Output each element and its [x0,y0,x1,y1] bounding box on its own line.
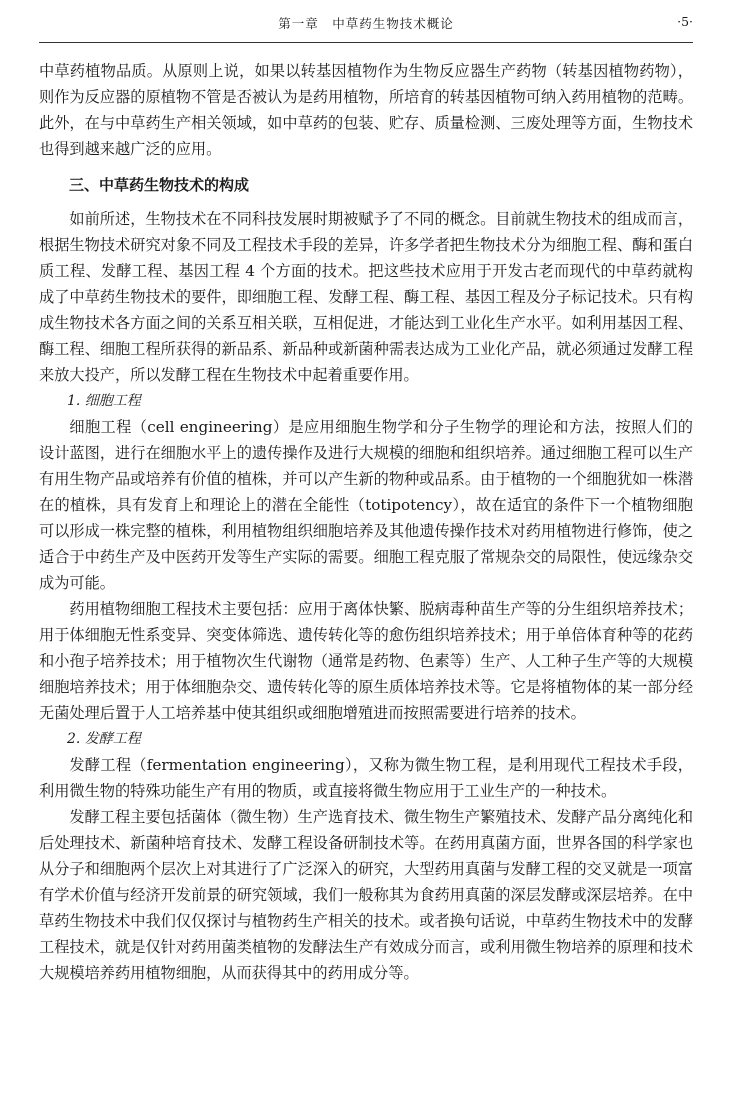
paragraph-fermentation-techniques: 发酵工程主要包括菌体（微生物）生产选育技术、微生物生产繁殖技术、发酵产品分离纯化和后处理技术、新菌种培育技术、发酵工程设备研制技术等。在药用真菌方面，世界各国的科学家也从分子和细胞两个层次上对其进行了广泛深入的研究，大型药用真菌与发酵工程的交叉就是一项富有学术价值与经济开发前景的研究领域，我们一般称其为食药用真菌的深层发酵或深层培养。在中草药生物技术中我们仅仅探讨与植物药生产相关的技术。或者换句话说，中草药生物技术中的发酵工程技术，就是仅针对药用菌类植物的发酵法生产有效成分而言，或利用微生物培养的原理和技术大规模培养药用植物细胞，从而获得其中的药用成分等。 [39,808,693,982]
subheading-fermentation-engineering: 2. 发酵工程 [67,731,141,747]
chapter-title: 第一章 中草药生物技术概论 [278,16,454,31]
paragraph-cell-engineering-techniques: 药用植物细胞工程技术主要包括：应用于离体快繁、脱病毒种苗生产等的分生组织培养技术；用于体细胞无性系变异、突变体筛选、遗传转化等的愈伤组织培养技术；用于单倍体育种等的花药和小孢子培养技术；用于植物次生代谢物（通常是药物、色素等）生产、人工种子生产等的大规模细胞培养技术；用于体细胞杂交、遗传转化等的原生质体培养技术等。它是将植物体的某一部分经无菌处理后置于人工培养基中使其组织或细胞增殖进而按照需要进行培养的技术。 [39,600,693,722]
subheading-cell-engineering: 1. 细胞工程 [67,393,141,409]
paragraph-composition: 如前所述，生物技术在不同科技发展时期被赋予了不同的概念。目前就生物技术的组成而言，根据生物技术研究对象不同及工程技术手段的差异，许多学者把生物技术分为细胞工程、酶和蛋白质工程、发酵工程、基因工程 4 个方面的技术。把这些技术应用于开发古老而现代的中草药就构成了中草药生物技术的要件，即细胞工程、发酵工程、酶工程、基因工程及分子标记技术。只有构成生物技术各方面之间的关系互相关联，互相促进，才能达到工业化生产水平。如利用基因工程、酶工程、细胞工程所获得的新品系、新品种或新菌种需表达成为工业化产品，就必须通过发酵工程来放大投产，所以发酵工程在生物技术中起着重要作用。 [39,210,693,384]
page-number: ·5· [677,14,693,29]
section-heading: 三、中草药生物技术的构成 [69,176,250,194]
body-text [39,58,693,986]
paragraph-fermentation-definition: 发酵工程（fermentation engineering），又称为微生物工程，是利用现代工程技术手段，利用微生物的特殊功能生产有用的物质，或直接将微生物应用于工业生产的一种技术。 [39,756,693,800]
paragraph-cell-engineering-definition: 细胞工程（cell engineering）是应用细胞生物学和分子生物学的理论和方法，按照人们的设计蓝图，进行在细胞水平上的遗传操作及进行大规模的细胞和组织培养。通过细胞工程可以生产有用生物产品或培养有价值的植株，并可以产生新的物种或品系。由于植物的一个细胞犹如一株潜在的植株，具有发育上和理论上的潜在全能性（totipotency），故在适宜的条件下一个植物细胞可以形成一株完整的植株，利用植物组织细胞培养及其他遗传操作技术对药用植物进行修饰，使之适合于中药生产及中医药开发等生产实际的需要。细胞工程克服了常规杂交的局限性，使远缘杂交成为可能。 [39,418,693,592]
paragraph-continued: 中草药植物品质。从原则上说，如果以转基因植物作为生物反应器生产药物（转基因植物药物），则作为反应器的原植物不管是否被认为是药用植物，所培育的转基因植物可纳入药用植物的范畴。此外，在与中草药生产相关领域，如中草药的包装、贮存、质量检测、三废处理等方面，生物技术也得到越来越广泛的应用。 [39,62,693,158]
running-header [39,0,693,43]
document-page [39,0,693,986]
